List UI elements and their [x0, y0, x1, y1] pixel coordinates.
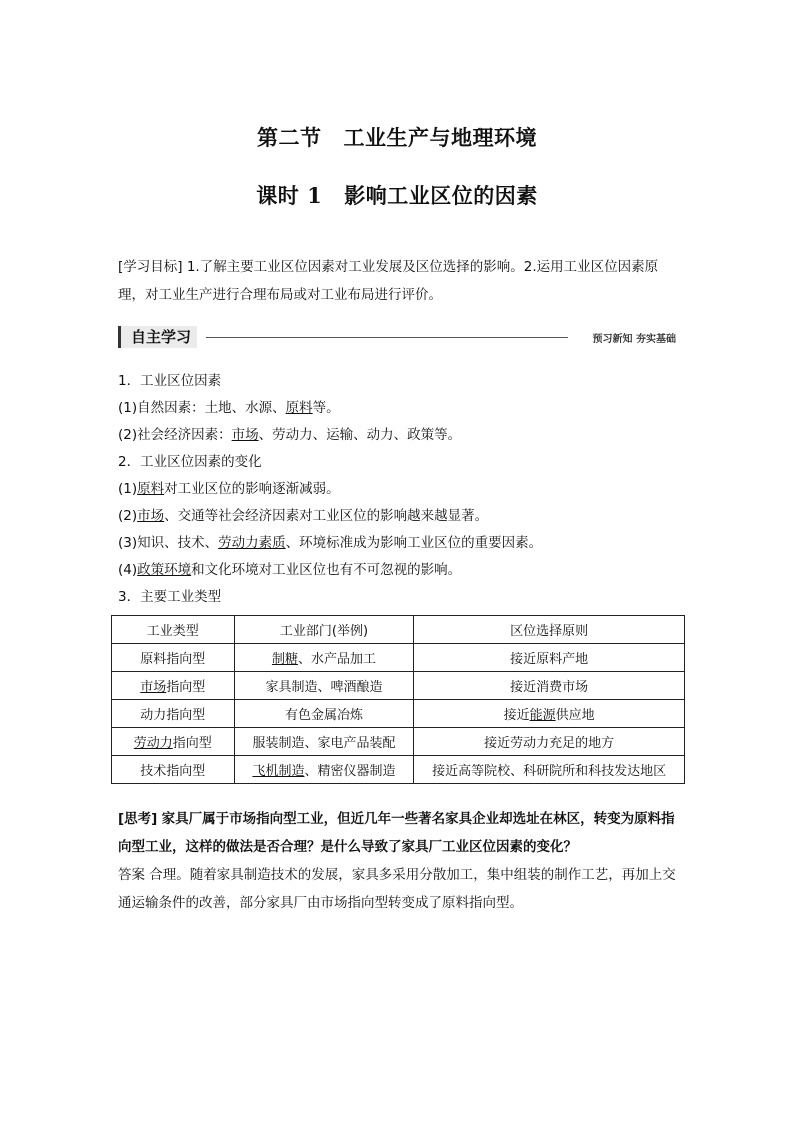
dept-cell [234, 756, 414, 784]
think-label: [思考] [118, 811, 158, 827]
table-header-cell: 工业部门(举例) [234, 616, 414, 644]
text: (2) [118, 508, 138, 524]
sec2-item-3 [118, 530, 684, 557]
blank-answer: 飞机制造 [252, 764, 305, 779]
text: (3)知识、技术、 [118, 535, 219, 551]
section-name: 工业生产与地理环境 [343, 125, 537, 150]
principle-cell [414, 672, 685, 700]
sec1-item-2 [118, 422, 684, 449]
text: 和文化环境对工业区位也有不可忽视的影响。 [191, 562, 462, 578]
cell-text: 接近 [503, 708, 530, 723]
blank-answer: 制糖 [271, 652, 298, 667]
text: 、劳动力、运输、动力、政策等。 [258, 427, 462, 443]
table-row [112, 728, 685, 756]
dept-cell [234, 700, 414, 728]
sec1-heading: 1．工业区位因素 [118, 373, 222, 389]
industry-types-table [111, 615, 685, 784]
think-block [118, 805, 684, 917]
cell-text: 、水产品加工 [297, 652, 376, 667]
objectives-label: [学习目标] [118, 259, 183, 275]
answer-text: 合理。随着家具制造技术的发展，家具多采用分散加工，集中组装的制作工艺，再加上交通运输条件的改善，部分家具厂由市场指向型转变成了原料指向型。 [118, 867, 676, 911]
sec2-item-4 [118, 557, 684, 584]
type-cell [112, 672, 235, 700]
section-number: 第二节 [257, 125, 322, 150]
type-cell [112, 700, 235, 728]
principle-cell [414, 644, 685, 672]
sec2-item-2 [118, 503, 684, 530]
text: 、交通等社会经济因素对工业区位的影响越来越显著。 [164, 508, 489, 524]
sec1-item-1 [118, 395, 684, 422]
text: 、环境标准成为影响工业区位的重要因素。 [285, 535, 543, 551]
principle-cell [414, 756, 685, 784]
blank-answer: 市场 [140, 680, 167, 695]
banner-subtitle: 预习新知 夯实基础 [592, 334, 676, 345]
self-study-banner [118, 326, 680, 350]
cell-text: 指向型 [172, 736, 212, 751]
blank-answer: 市场 [137, 508, 165, 524]
cell-text: 有色金属冶炼 [284, 708, 363, 723]
answer-label: 答案 [118, 867, 145, 883]
dept-cell [234, 728, 414, 756]
learning-objectives [118, 253, 680, 309]
cell-text: 接近消费市场 [510, 680, 589, 695]
cell-text: 原料指向型 [140, 652, 206, 667]
self-study-content [118, 368, 684, 611]
text: 对工业区位的影响逐渐减弱。 [164, 481, 340, 497]
table-row [112, 700, 685, 728]
table-header-cell: 区位选择原则 [414, 616, 685, 644]
blank-answer: 政策环境 [137, 562, 192, 578]
lesson-number: 课时 1 [256, 183, 323, 208]
text: (4) [118, 562, 138, 578]
text: (1) [118, 481, 138, 497]
objectives-text: 1.了解主要工业区位因素对工业发展及区位选择的影响。2.运用工业区位因素原理，对工业生产进行合理布局或对工业布局进行评价。 [118, 259, 659, 303]
blank-answer: 劳动力素质 [218, 535, 286, 551]
blank-answer: 原料 [137, 481, 165, 497]
cell-text: 、精密仪器制造 [304, 764, 396, 779]
principle-cell [414, 700, 685, 728]
banner-title: 自主学习 [118, 326, 197, 348]
sec2-item-1 [118, 476, 684, 503]
think-question [118, 805, 684, 861]
text: (1)自然因素：土地、水源、 [118, 400, 286, 416]
dept-cell [234, 644, 414, 672]
cell-text: 接近劳动力充足的地方 [484, 736, 615, 751]
think-answer [118, 861, 684, 917]
type-cell [112, 756, 235, 784]
section-title [0, 122, 794, 152]
blank-answer: 市场 [231, 427, 259, 443]
blank-answer: 原料 [285, 400, 313, 416]
principle-cell [414, 728, 685, 756]
lesson-title [0, 180, 794, 210]
sec2-heading: 2．工业区位因素的变化 [118, 454, 262, 470]
blank-answer: 能源 [529, 708, 556, 723]
cell-text: 动力指向型 [140, 708, 206, 723]
table-row [112, 644, 685, 672]
dept-cell [234, 672, 414, 700]
think-question-text: 家具厂属于市场指向型工业，但近几年一些著名家具企业却选址在林区，转变为原料指向型工业，这样的做法是否合理？是什么导致了家具厂工业区位因素的变化？ [118, 811, 675, 855]
cell-text: 指向型 [166, 680, 206, 695]
banner-divider [206, 337, 568, 338]
cell-text: 家具制造、啤酒酿造 [265, 680, 383, 695]
cell-text: 技术指向型 [140, 764, 206, 779]
cell-text: 供应地 [555, 708, 595, 723]
table-row [112, 756, 685, 784]
cell-text: 接近高等院校、科研院所和科技发达地区 [432, 764, 667, 779]
lesson-name: 影响工业区位的因素 [344, 183, 538, 208]
sec3-heading: 3．主要工业类型 [118, 589, 222, 605]
text: 等。 [312, 400, 340, 416]
text: (2)社会经济因素： [118, 427, 232, 443]
type-cell [112, 644, 235, 672]
table-row [112, 672, 685, 700]
table-header-cell: 工业类型 [112, 616, 235, 644]
type-cell [112, 728, 235, 756]
cell-text: 服装制造、家电产品装配 [252, 736, 396, 751]
cell-text: 接近原料产地 [510, 652, 589, 667]
blank-answer: 劳动力 [133, 736, 173, 751]
table-header-row [112, 616, 685, 644]
